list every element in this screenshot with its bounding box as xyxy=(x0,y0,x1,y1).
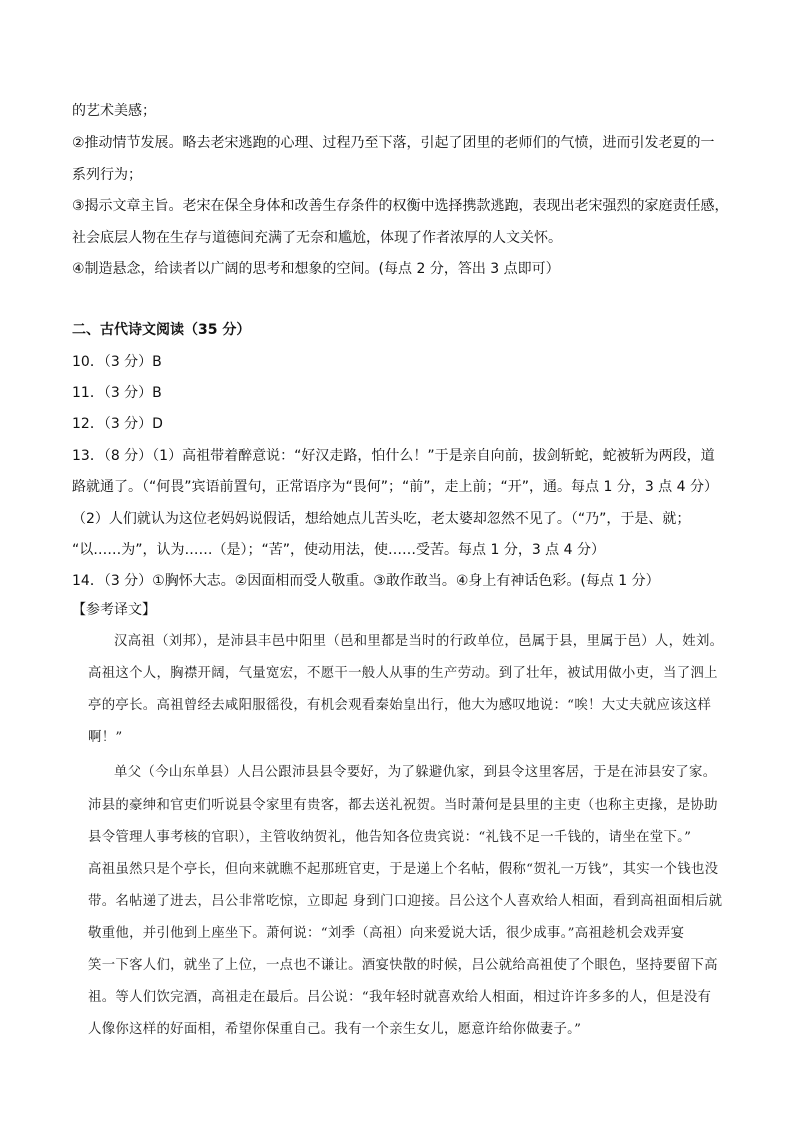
translation-line: 人像你这样的好面相，希望你保重自己。我有一个亲生女儿，愿意许给你做妻子。” xyxy=(88,1022,582,1037)
answer-line: 的艺术美感； xyxy=(72,103,156,119)
answer-line: 11．（3 分）B xyxy=(72,385,162,401)
translation-line: 带。名帖递了进去，吕公非常吃惊，立即起 身到门口迎接。吕公这个人喜欢给人相面，看到高祖面相后就 xyxy=(88,894,723,909)
translation-line: 高祖虽然只是个亭长，但向来就瞧不起那班官吏，于是递上个名帖，假称“贺礼一万钱”，其实一个钱也没 xyxy=(88,862,719,877)
answer-line: 路就通了。（“何畏”宾语前置句，正常语序为“畏何”；“前”，走上前；“开”，通。每点 1 分，3 点 4 分） xyxy=(72,479,718,495)
translation-heading: 【参考译文】 xyxy=(72,602,156,618)
translation-line: 笑一下客人们，就坐了上位，一点也不谦让。酒宴快散的时候，吕公就给高祖使了个眼色，坚持要留下高 xyxy=(88,958,718,973)
answer-line: “以……为”，认为……（是）；“苦”，使动用法，使……受苦。每点 1 分，3 点 4 分） xyxy=(72,542,605,558)
translation-line: 高祖这个人，胸襟开阔，气量宽宏，不愿干一般人从事的生产劳动。到了壮年，被试用做小吏，当了泗上 xyxy=(88,666,718,681)
answer-line: 14．（3 分）①胸怀大志。②因面相而受人敬重。③敢作敢当。④身上有神话色彩。(每点 1 分） xyxy=(72,573,660,589)
translation-line: 县令管理人事考核的官职），主管收纳贺礼，他告知各位贵宾说：“礼钱不足一千钱的，请坐在堂下。” xyxy=(88,830,692,845)
answer-line: （2）人们就认为这位老妈妈说假话，想给她点儿苦头吃，老太婆却忽然不见了。（“乃”，于是、就； xyxy=(72,511,691,527)
translation-line: 祖。等人们饮完酒，高祖走在最后。吕公说：“我年轻时就喜欢给人相面，相过许许多多的人，但是没有 xyxy=(88,990,712,1005)
answer-line: 10．（3 分）B xyxy=(72,354,162,370)
answer-line: 系列行为； xyxy=(72,167,142,183)
answer-line: ③揭示文章主旨。老宋在保全身体和改善生存条件的权衡中选择携款逃跑，表现出老宋强烈的家庭责任感， xyxy=(72,198,729,214)
translation-line: 敬重他，并引他到上座坐下。萧何说：“刘季（高祖）向来爱说大话，很少成事。”高祖趁机会戏弄宴 xyxy=(88,926,685,941)
answer-line: 13．（8 分）（1）高祖带着醉意说：“好汉走路，怕什么！”于是亲自向前，拔剑斩蛇，蛇被斩为两段，道 xyxy=(72,448,715,464)
answer-line: ②推动情节发展。略去老宋逃跑的心理、过程乃至下落，引起了团里的老师们的气愤，进而引发老夏的一 xyxy=(72,135,715,151)
translation-line: 汉高祖（刘邦），是沛县丰邑中阳里（邑和里都是当时的行政单位，邑属于县，里属于邑）人，姓刘。 xyxy=(114,634,724,649)
answer-line: ④制造悬念，给读者以广阔的思考和想象的空间。(每点 2 分，答出 3 点即可） xyxy=(72,261,560,277)
translation-line: 沛县的豪绅和官吏们听说县令家里有贵客，都去送礼祝贺。当时萧何是县里的主吏（也称主吏掾，是协助 xyxy=(88,798,718,813)
answer-line: 社会底层人物在生存与道德间充满了无奈和尴尬，体现了作者浓厚的人文关怀。 xyxy=(72,230,562,246)
translation-line: 单父（今山东单县）人吕公跟沛县县令要好，为了躲避仇家，到县令这里客居，于是在沛县安了家。 xyxy=(114,765,717,780)
translation-line: 亭的亭长。高祖曾经去咸阳服徭役，有机会观看秦始皇出行，他大为感叹地说：“唉！大丈夫就应该这样 xyxy=(88,698,712,713)
answer-line: 12．（3 分）D xyxy=(72,416,163,432)
translation-line: 啊！” xyxy=(88,730,123,745)
section-heading: 二、古代诗文阅读（35 分） xyxy=(72,322,251,338)
